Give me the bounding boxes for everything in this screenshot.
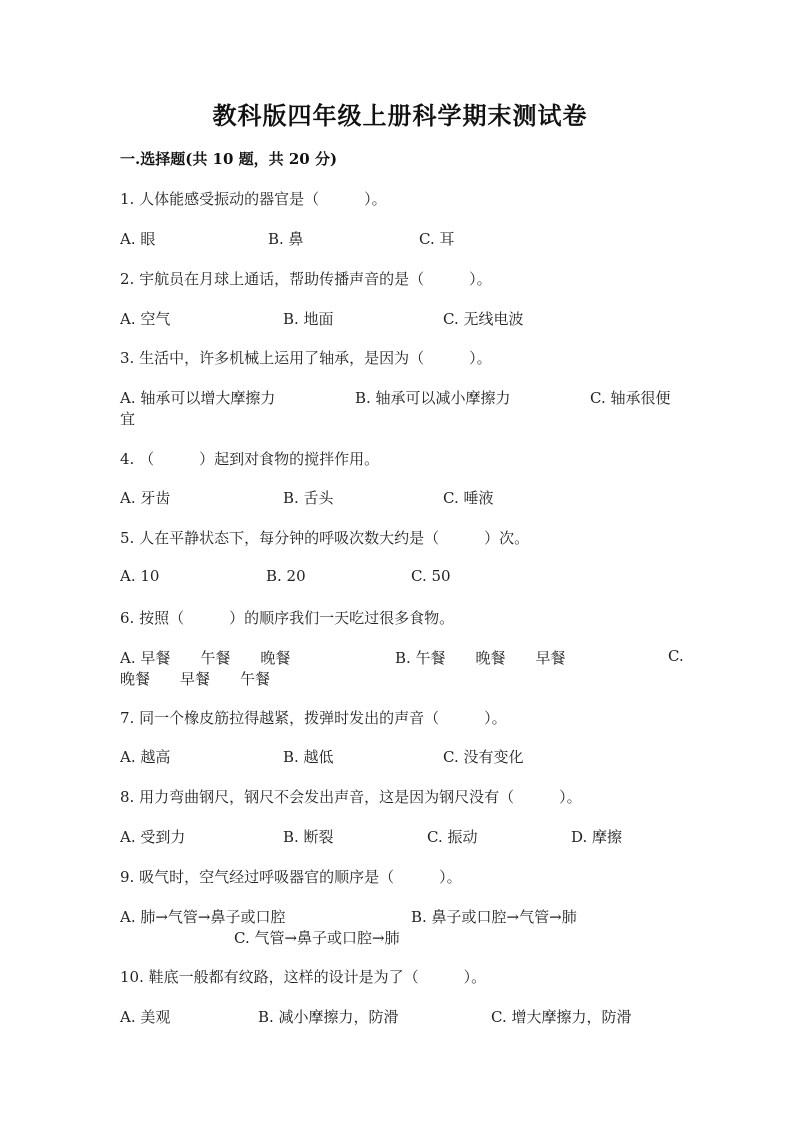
question-9-option-b: B. 鼻子或口腔→气管→肺 xyxy=(411,908,577,926)
question-7-option-a: A. 越高 xyxy=(120,748,171,766)
question-8-option-b: B. 断裂 xyxy=(283,828,334,846)
question-4-option-c: C. 唾液 xyxy=(443,489,494,507)
section-heading: 一.选择题(共 10 题，共 20 分) xyxy=(120,150,338,168)
page-title: 教科版四年级上册科学期末测试卷 xyxy=(212,101,588,130)
question-10-stem: 10. 鞋底一般都有纹路，这样的设计是为了（ ）。 xyxy=(120,968,487,986)
question-10-option-b: B. 减小摩擦力，防滑 xyxy=(258,1008,399,1026)
question-2-stem: 2. 宇航员在月球上通话，帮助传播声音的是（ ）。 xyxy=(120,270,492,288)
question-6-stem: 6. 按照（ ）的顺序我们一天吃过很多食物。 xyxy=(120,609,455,627)
question-10-option-c: C. 增大摩擦力，防滑 xyxy=(491,1008,632,1026)
question-3-option-c: C. 轴承很便 xyxy=(590,389,671,407)
question-2-option-b: B. 地面 xyxy=(283,310,334,328)
question-4-stem: 4. （ ）起到对食物的搅拌作用。 xyxy=(120,450,380,468)
question-1-option-a: A. 眼 xyxy=(120,230,156,248)
question-3-stem: 3. 生活中，许多机械上运用了轴承，是因为（ ）。 xyxy=(120,349,492,367)
question-6-option-c: C. xyxy=(668,647,684,665)
question-1-stem: 1. 人体能感受振动的器官是（ ）。 xyxy=(120,190,387,208)
question-6-option-c-wrap: 晚餐 早餐 午餐 xyxy=(120,670,271,688)
question-2-option-c: C. 无线电波 xyxy=(443,310,524,328)
question-1-option-c: C. 耳 xyxy=(419,230,455,248)
question-5-option-a: A. 10 xyxy=(120,567,160,585)
question-9-option-a: A. 肺→气管→鼻子或口腔 xyxy=(120,908,286,926)
question-1-option-b: B. 鼻 xyxy=(268,230,304,248)
question-8-option-d: D. 摩擦 xyxy=(571,828,623,846)
question-6-option-a: A. 早餐 午餐 晚餐 xyxy=(120,649,291,667)
question-2-option-a: A. 空气 xyxy=(120,310,171,328)
question-7-stem: 7. 同一个橡皮筋拉得越紧，拨弹时发出的声音（ ）。 xyxy=(120,709,507,727)
question-4-option-a: A. 牙齿 xyxy=(120,489,171,507)
question-8-stem: 8. 用力弯曲钢尺，钢尺不会发出声音，这是因为钢尺没有（ ）。 xyxy=(120,788,582,806)
question-9-option-c: C. 气管→鼻子或口腔→肺 xyxy=(234,929,400,947)
question-4-option-b: B. 舌头 xyxy=(283,489,334,507)
question-3-option-b: B. 轴承可以减小摩擦力 xyxy=(355,389,511,407)
question-5-stem: 5. 人在平静状态下，每分钟的呼吸次数大约是（ ）次。 xyxy=(120,529,530,547)
question-5-option-b: B. 20 xyxy=(266,567,306,585)
question-3-option-a: A. 轴承可以增大摩擦力 xyxy=(120,389,276,407)
question-5-option-c: C. 50 xyxy=(411,567,451,585)
question-8-option-c: C. 振动 xyxy=(427,828,478,846)
question-3-option-c-wrap: 宜 xyxy=(120,410,136,428)
question-7-option-b: B. 越低 xyxy=(283,748,334,766)
question-10-option-a: A. 美观 xyxy=(120,1008,171,1026)
question-6-option-b: B. 午餐 晚餐 早餐 xyxy=(395,649,566,667)
question-9-stem: 9. 吸气时，空气经过呼吸器官的顺序是（ ）。 xyxy=(120,868,462,886)
question-7-option-c: C. 没有变化 xyxy=(443,748,524,766)
question-8-option-a: A. 受到力 xyxy=(120,828,186,846)
